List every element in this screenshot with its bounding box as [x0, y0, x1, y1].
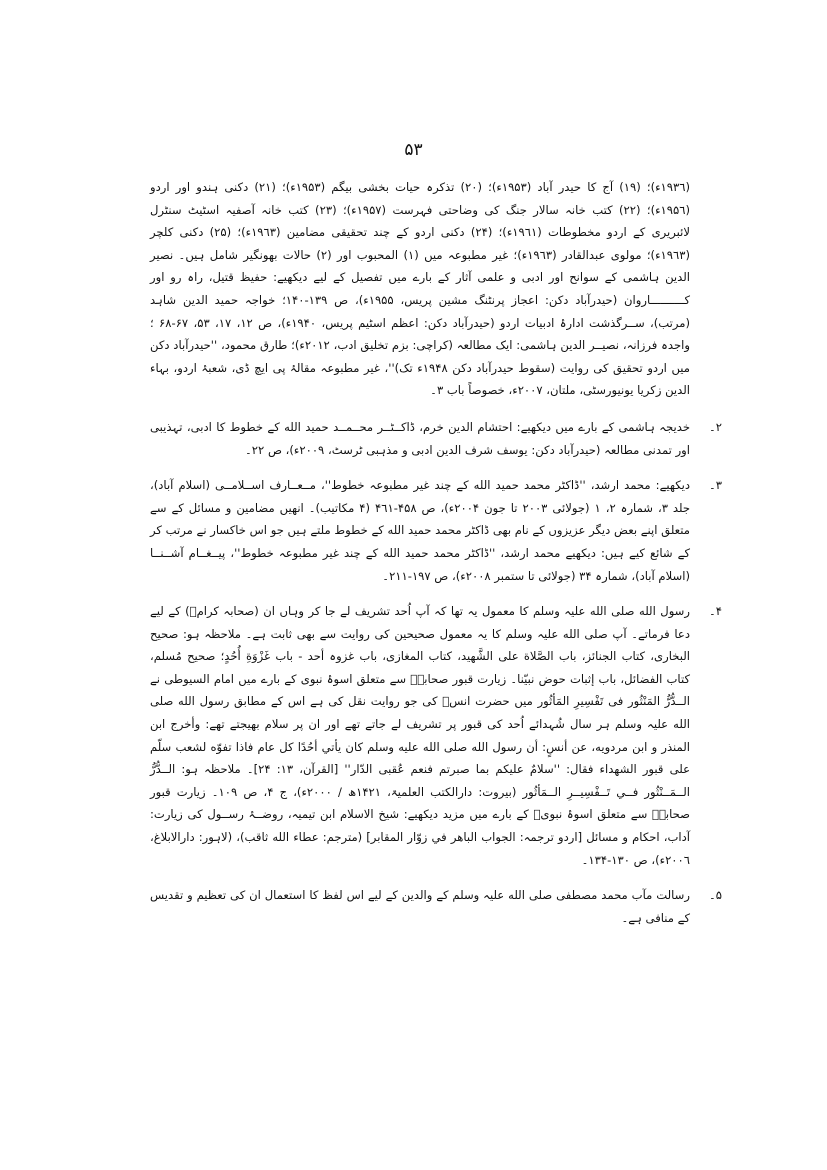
footnote-number: ۲۔: [708, 419, 722, 434]
footnote-text: رسول الله صلی الله علیہ وسلم کا معمول یہ تھا کہ آپ اُحد تشریف لے جا کر وہاں ان (صحابہ کرامؓ) کے لیے دعا فرماتے۔ آپ صلی الله علیہ وسلم کا یہ معمول صحیحین کی روایت سے بھی ثابت ہے۔ ملاحظہ ہو: صحیح البخاری، کتاب الجنائز، باب الصَّلاة على الشَّهيد، کتاب المغازی، باب غزوہ أحد - باب غَزْوَةِ أُحُدٍ؛ صحیح مُسلم، کتاب الفضائل، باب إثبات حوض نبيّنا۔ زیارت قبور صحابہؓ سے متعلق اسوۂ نبوی کے بارے میں امام السیوطی نے الــدُّرُّ المَنْثُور فی تَفْسِيرِ المَأثُور میں حضرت انسؓ کی جو روایت نقل کی ہے اس کے مطابق رسول الله صلی الله علیہ وسلم ہر سال شُہدائے اُحد کی قبور پر تشریف لے جاتے تھے اور ان پر سلام بھیجتے تھے: وأخرج ابن المنذر و ابن مردويه، عن أنسٍ: أن رسول الله صلى الله عليه وسلم كان يأتي أحُدًا كل عام فاذا تفوّه لشعب سلّم على قبور الشهداء فقال: ''سلامٌ عليكم بما صبرتم فنعم عُقبى الدّار'' [القرآن، ۱۳: ۲۴]۔ ملاحظہ ہو: الــدُّرُّ الــمَــنْثُور فــي تَــفْسِيــرِ الــمَأثُور (بیروت: دارالکتب العلمیۃ، ۱۴۲۱ھ / ۲۰۰۰ء)، ج ۴، ص ۱۰۹۔ زیارت قبور صحابہؓ سے متعلق اسوۂ نبویؐ کے بارے میں مزید دیکھیے: شیخ الاسلام ابن تیمیہ، روضــۂ رســول کی زیارت: آداب، احکام و مسائل [اردو ترجمہ: الجواب الباهر في زوّار المقابر] (مترجم: عطاء الله ثاقب)، (لاہور: دارالابلاغ، ۲۰۰٦ء)، ص ۱۳۰-۱۳۴۔: [150, 604, 691, 867]
footnote-3: [150, 474, 722, 587]
footnote-4: [150, 600, 722, 871]
footnote-text: دیکھیے: محمد ارشد، ''ڈاکٹر محمد حمید الله کے چند غیر مطبوعہ خطوط''، مــعــارف اســلامــی (اسلام آباد)، جلد ۳، شمارہ ۲، ۱ (جولائی ۲۰۰۳ تا جون ۲۰۰۴ء)، ص ۴۵۸-۴٦۱ (۴ مکاتیب)۔ انھیں مضامین و مسائل کے سے متعلق اپنے بعض دیگر عزیزوں کے نام بھی ڈاکٹر محمد حمید الله کے خطوط ملتے ہیں جو اس خاکسار نے مرتب کر کے شائع کیے ہیں: دیکھیے محمد ارشد، ''ڈاکٹر محمد حمید الله کے چند غیر مطبوعہ خطوط''، پیــغــام آشــنــا (اسلام آباد)، شمارہ ۳۴ (جولائی تا ستمبر ۲۰۰۸ء)، ص ۱۹۷-۲۱۱۔: [150, 478, 691, 583]
notes-body: [150, 176, 722, 942]
footnote-number: ۴۔: [708, 604, 722, 619]
footnote-text: خدیجہ ہاشمی کے بارے میں دیکھیے: احتشام الدین خرم، ڈاکــٹــر محــمــد حمید الله کے خطوط کا ادبی، تہذیبی اور تمدنی مطالعہ (حیدرآباد دکن: یوسف شرف الدین ادبی و مذہبی ٹرسٹ، ۲۰۰۹ء)، ص ۲۲۔: [150, 419, 690, 457]
continued-note: (۱۹۳٦ء)؛ (۱۹) آج کا حیدر آباد (۱۹۵۳ء)؛ (۲۰) تذکرہ حیات بخشی بیگم (۱۹۵۳ء)؛ (۲۱) دکنی ہندو اور اردو (۱۹۵٦ء)؛ (۲۲) کتب خانہ سالار جنگ کی وضاحتی فہرست (۱۹۵۷ء)؛ (۲۳) کتب خانہ آصفیہ اسٹیٹ سنٹرل لائبریری کے اردو مخطوطات (۱۹٦۱ء)؛ (۲۴) دکنی اردو کے چند تحقیقی مضامین (۱۹٦۳ء)؛ (۲۵) دکنی کلچر (۱۹٦۳ء)؛ مولوی عبدالقادر (۱۹٦۳ء)؛ غیر مطبوعہ میں (۱) المحبوب اور (۲) حالات بھونگیر شامل ہیں۔ نصیر الدین ہاشمی کے سوانح اور ادبی و علمی آثار کے بارے میں تفصیل کے لیے دیکھیے: حفیظ قتیل، راہ رو اور کــــــــــاروان (حیدرآباد دکن: اعجاز پرنٹنگ مشین پریس، ۱۹۵۵ء)، ص ۱۳۹-۱۴۰؛ خواجہ حمید الدین شاہد (مرتب)، ســرگذشت ادارۂ ادبیات اردو (حیدرآباد دکن: اعظم اسٹیم پریس، ۱۹۴۰ء)، ص ۱۲، ۱۷، ۵۳، ۶۷-۶۸ ؛ واجدہ فرزانہ، نصیــر الدین ہاشمی: ایک مطالعہ (کراچی: بزم تخلیق ادب، ۲۰۱۲ء)؛ طارق محمود، ''حیدرآباد دکن میں اردو تحقیق کی روایت (سقوط حیدرآباد دکن ۱۹۴۸ء تک)''، غیر مطبوعہ مقالۂ پی ایچ ڈی، شعبۂ اردو، بہاء الدین زکریا یونیورسٹی، ملتان، ۲۰۰۷ء، خصوصاً باب ۳۔: [150, 180, 690, 398]
footnote-number: ۳۔: [708, 478, 722, 493]
footnote-5: [150, 884, 722, 929]
footnote-number: ۵۔: [708, 888, 722, 903]
footnote-2: [150, 416, 722, 461]
page-number: ۵۳: [404, 140, 423, 160]
footnote-text: رسالت مآب محمد مصطفی صلی الله علیہ وسلم کے والدین کے لیے اس لفظ کا استعمال ان کی تعظیم و تقدیس کے منافی ہے۔: [150, 888, 690, 925]
